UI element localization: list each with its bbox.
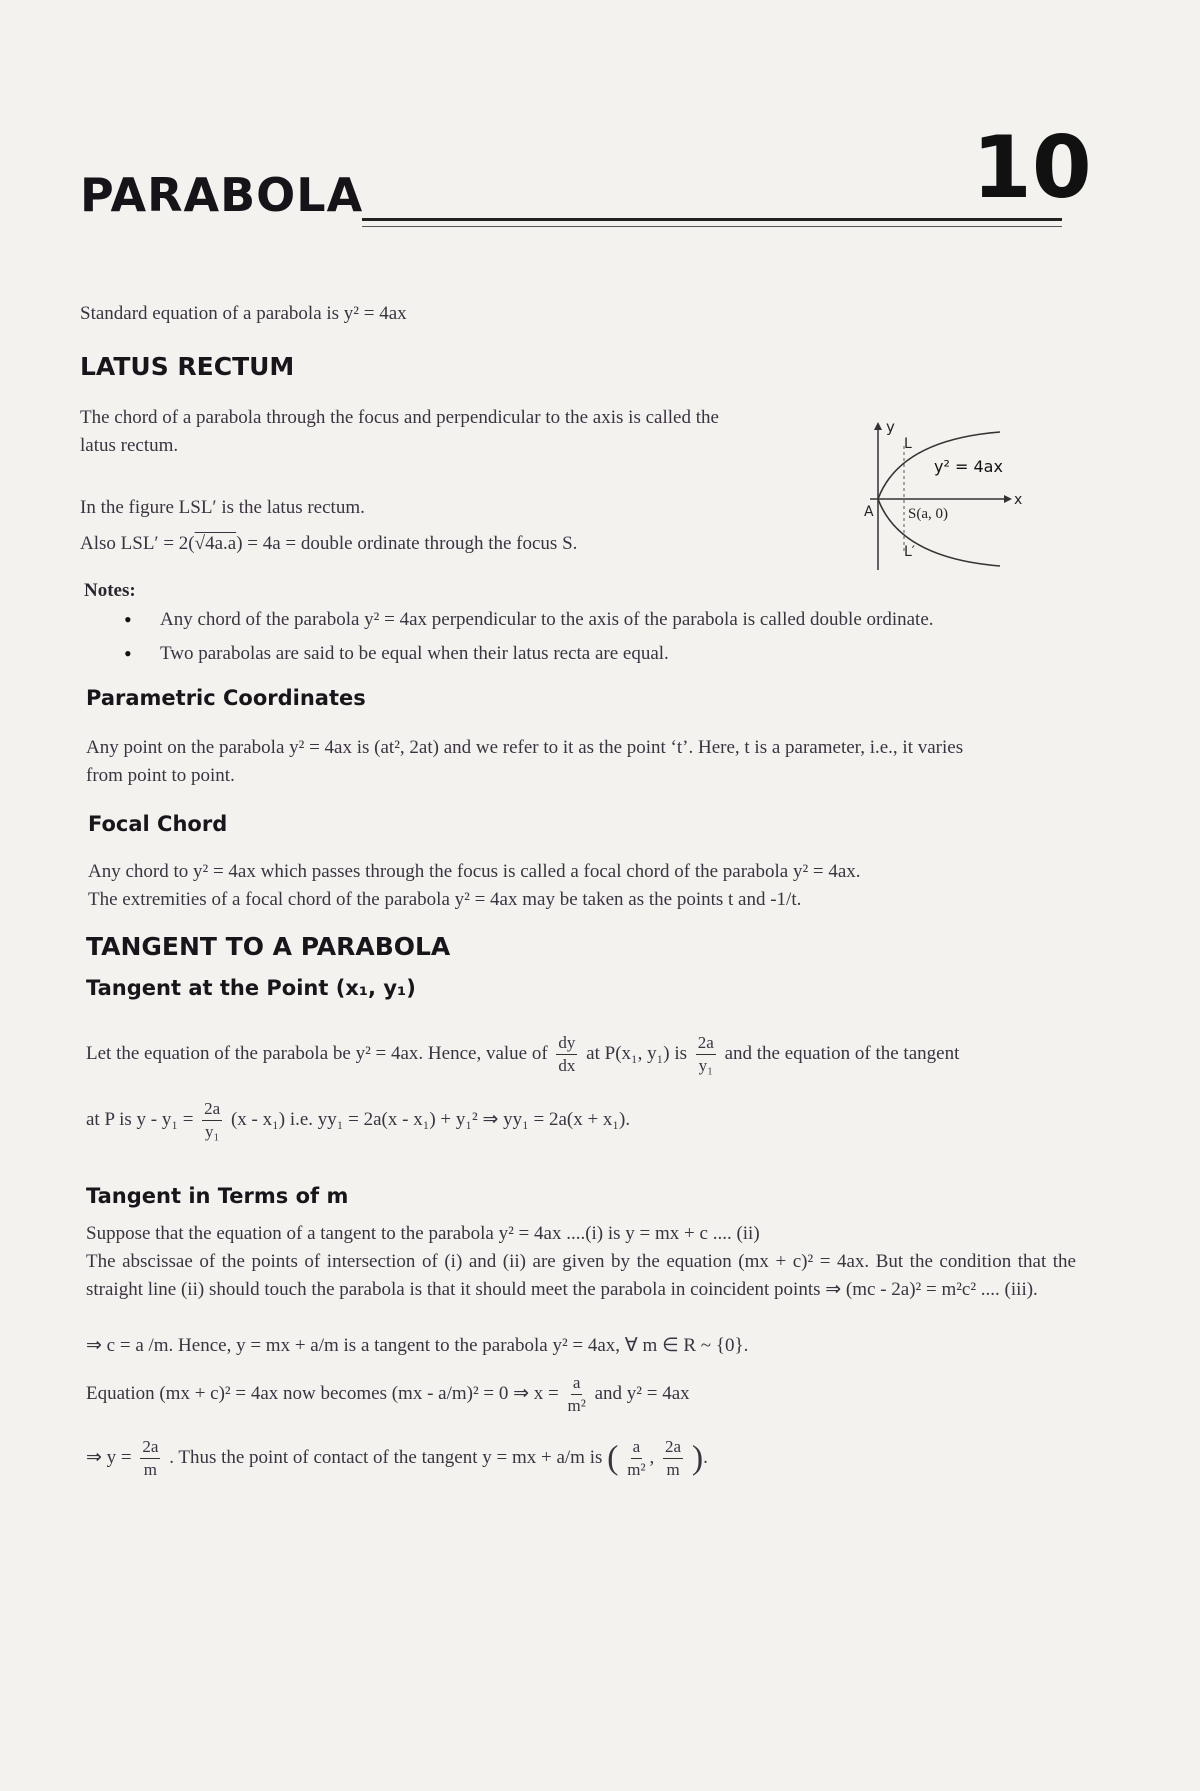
subheading-tangent-in-terms-of-m: Tangent in Terms of m (86, 1184, 349, 1208)
focal-chord-line1: Any chord to y² = 4ax which passes through the focus is called a focal chord of the parabola y² = 4ax. (88, 861, 861, 882)
parametric-line1: Any point on the parabola y² = 4ax is (at², 2at) and we refer to it as the point ‘t’. Here, t is a parameter, i.e., it varies (86, 737, 964, 758)
subheading-focal-chord: Focal Chord (88, 812, 228, 836)
tangent-point-line1: Let the equation of the parabola be y² = 4ax. Hence, value of $\frac{dy}{dx}$ at P(x₁, y₁) is $\frac{2a}{\text{y₁}}$ and the equation of the tangent (86, 1033, 960, 1076)
figure-point-L: L (904, 436, 912, 452)
figure-x-axis-label: x (1014, 492, 1023, 508)
parabola-figure (860, 420, 1030, 570)
figure-focus-S: S(a, 0) (908, 506, 948, 522)
parametric-line2: from point to point. (86, 765, 235, 786)
chapter-title-rule (362, 218, 1062, 221)
figure-y-axis-label: y (886, 420, 895, 436)
fraction-a-m2: $\frac{a}{\text{m²}}$ (567, 1373, 586, 1416)
notes-label: Notes: (84, 580, 136, 601)
latus-rectum-def-line2: latus rectum. (80, 435, 179, 456)
fraction-2a-y1: $\frac{2a}{\text{y₁}}$ (204, 1099, 221, 1142)
fraction-dy-dx: $\frac{dy}{dx}$ (558, 1033, 576, 1076)
subheading-tangent-at-point: Tangent at the Point (x₁, y₁) (86, 976, 416, 1000)
latus-rectum-def-line1: The chord of a parabola through the focus and perpendicular to the axis is called the (80, 407, 719, 428)
tangent-point-line2: at P is y - y₁ = $\frac{2a}{\text{y₁}}$ (x - x₁) i.e. yy₁ = 2a(x - x₁) + y₁² ⇒ yy₁ = 2a(x + x₁). (86, 1099, 631, 1142)
tangent-m-line7: ⇒ y = $\frac{2a}{m}$ . Thus the point of contact of the tangent y = mx + a/m is ( $\frac{a}{\text{m²}}$ , $\frac{2a}{m}$ ). (86, 1437, 708, 1480)
chapter-number: 10 (972, 118, 1092, 218)
figure-point-L-prime: L′ (904, 544, 915, 560)
note-item: • Two parabolas are said to be equal when their latus recta are equal. (160, 640, 669, 668)
intro-text: Standard equation of a parabola is y² = 4ax (80, 303, 407, 324)
chapter-title-rule-thin (362, 226, 1062, 227)
tangent-m-line5: ⇒ c = a /m. Hence, y = mx + a/m is a tangent to the parabola y² = 4ax, ∀ m ∈ R ~ {0}. (86, 1335, 749, 1356)
latus-rectum-figure-note: In the figure LSL′ is the latus rectum. (80, 497, 365, 518)
latus-rectum-length: Also LSL′ = 2(√4a.a) = 4a = double ordinate through the focus S. (80, 533, 578, 554)
fraction-2a-m: $\frac{2a}{m}$ (142, 1437, 159, 1480)
section-heading-tangent: TANGENT TO A PARABOLA (86, 932, 451, 961)
section-heading-latus-rectum: LATUS RECTUM (80, 352, 295, 381)
tangent-m-line1: Suppose that the equation of a tangent to the parabola y² = 4ax ....(i) is y = mx + c .... (ii) (86, 1223, 760, 1244)
tangent-m-line6: Equation (mx + c)² = 4ax now becomes (mx - a/m)² = 0 ⇒ x = $\frac{a}{\text{m²}}$ and y² = 4ax (86, 1373, 690, 1416)
chapter-title: PARABOLA (80, 168, 364, 222)
fraction-2a-y1: $\frac{2a}{\text{y₁}}$ (697, 1033, 714, 1076)
note-item: • Any chord of the parabola y² = 4ax perpendicular to the axis of the parabola is called double ordinate. (160, 606, 934, 634)
figure-equation: y² = 4ax (934, 457, 1003, 476)
subheading-parametric-coordinates: Parametric Coordinates (86, 686, 366, 710)
focal-chord-line2: The extremities of a focal chord of the parabola y² = 4ax may be taken as the points t and -1/t. (88, 889, 802, 910)
figure-vertex-A: A (864, 504, 874, 520)
fraction-a-m2: $\frac{a}{\text{m²}}$ (627, 1437, 646, 1480)
tangent-m-paragraph: The abscissae of the points of intersection of (i) and (ii) are given by the equation (mx + c)² = 4ax. But the condition that the straight line (ii) should touch the parabola is that it should meet the parabola in coincident points ⇒ (mc - 2a)² = m²c² .... (iii). (86, 1251, 1076, 1300)
fraction-2a-m: $\frac{2a}{m}$ (665, 1437, 682, 1480)
